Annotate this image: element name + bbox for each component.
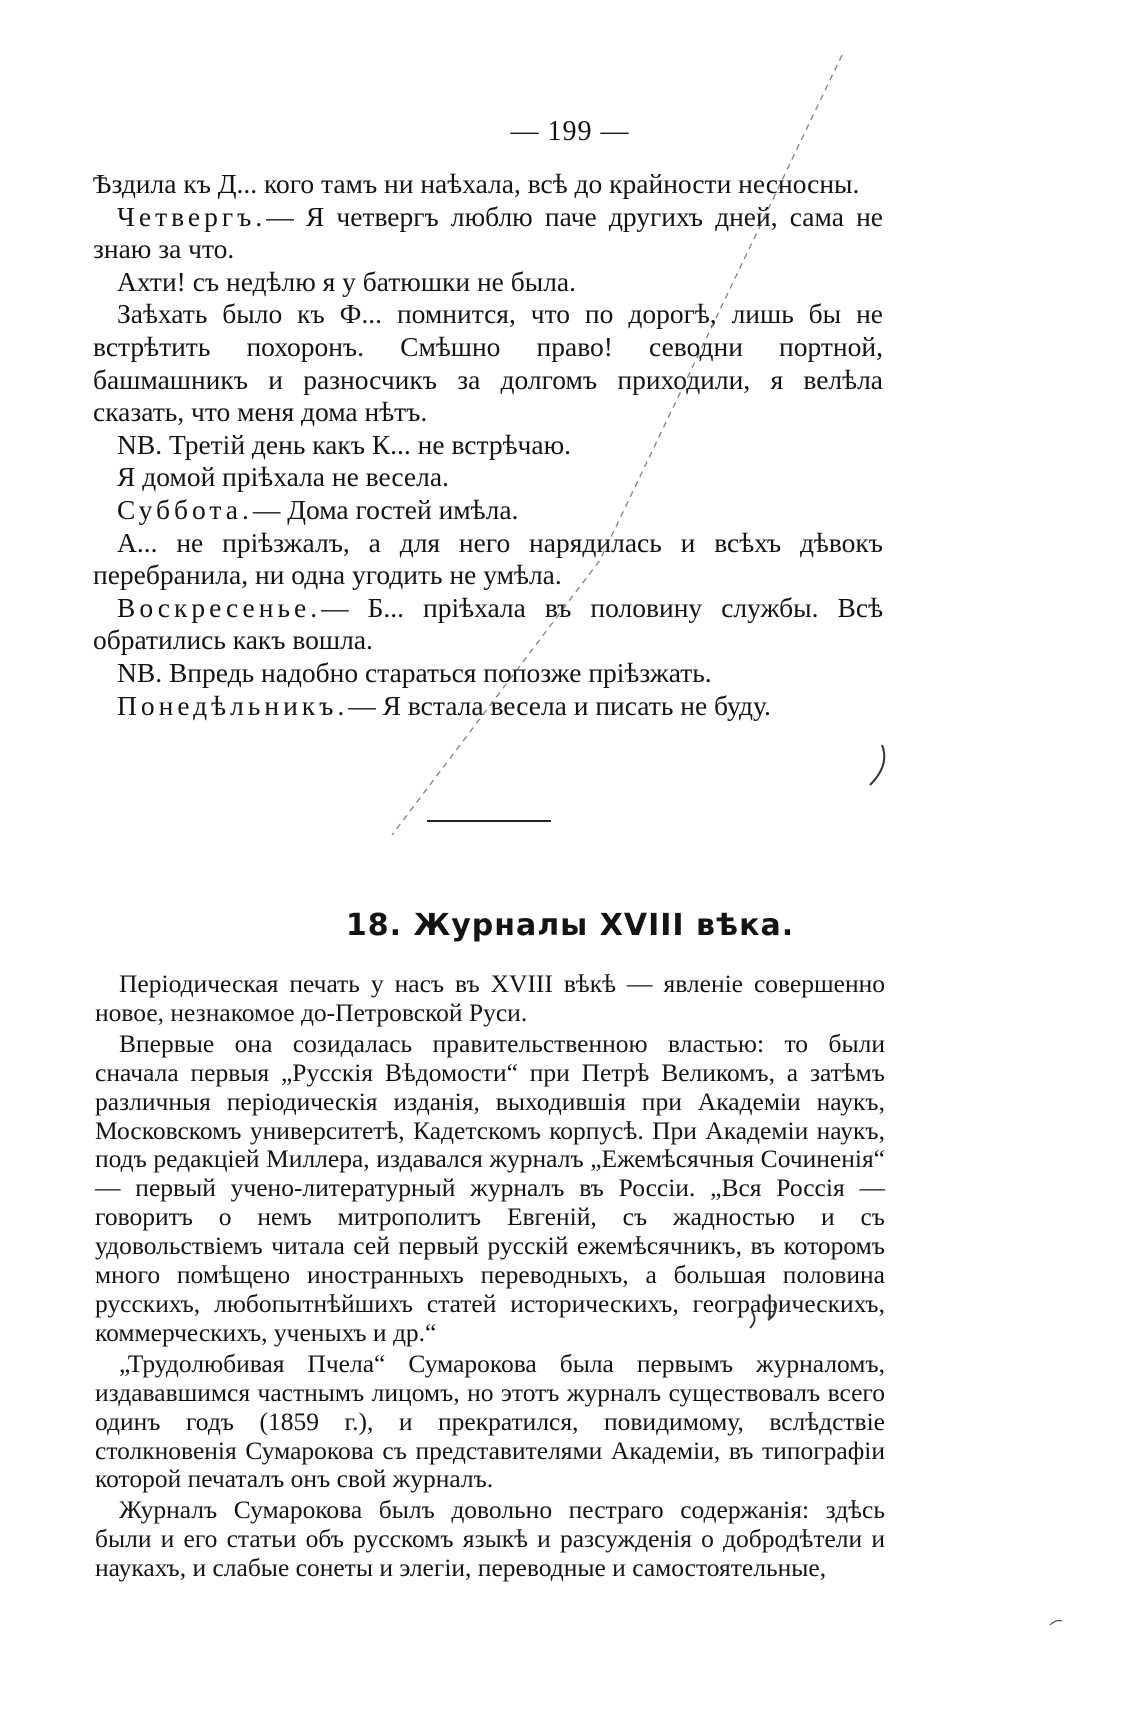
page-number: — 199 — [510, 116, 630, 147]
diary-entry [93, 494, 883, 527]
paragraph: „Трудолюбивая Пчела“ Сумарокова была первымъ журналомъ, издававшимся частнымъ лицомъ, но этотъ журналъ существовалъ всего одинъ годъ (1859 г.), и прекратился, повидимому, вслѣдствіе столкновенія Сумарокова съ представителями Академіи, въ типографіи которой печаталъ онъ свой журналъ. [95, 1348, 885, 1494]
section-title: 18. Журналы XVIII вѣка. [345, 908, 795, 943]
weekday-heading: Воскресенье. [117, 591, 322, 623]
pencil-tick-mark [1050, 1621, 1062, 1626]
weekday-heading: Суббота. [117, 493, 253, 525]
entry-text: — Я четвергъ люблю паче другихъ дней, сама не знаю за что. [93, 200, 883, 265]
diary-entry [93, 298, 883, 428]
diary-entry [93, 461, 883, 494]
entry-text: — Я встала весела и писать не буду. [348, 689, 771, 721]
diary-entry [93, 429, 883, 462]
diary-entry [93, 657, 883, 690]
diary-entry [93, 690, 883, 723]
entry-text: А... не пріѣзжалъ, а для него нарядилась и всѣхъ дѣвокъ перебранила, ни одна угодить не умѣла. [93, 526, 883, 591]
paragraph: Журналъ Сумарокова былъ довольно пестраго содержанія: здѣсь были и его статьи объ русскомъ языкѣ и разсужденія о добродѣтели и наукахъ, и слабые сонеты и элегіи, переводные и самостоятельные, [95, 1495, 885, 1583]
weekday-heading: Четвергъ. [117, 200, 267, 232]
diary-entry [93, 592, 883, 657]
entry-text: Я домой пріѣхала не весела. [117, 461, 449, 493]
paragraph: Періодическая печать у насъ въ XVIII вѣкѣ — явленіе совершенно новое, незнакомое до-Петровской Руси. [95, 969, 885, 1027]
pencil-bracket-mark [870, 745, 884, 785]
entry-text: NB. Третій день какъ К... не встрѣчаю. [117, 428, 572, 460]
diary-excerpt [93, 168, 883, 722]
diary-entry [93, 201, 883, 266]
diary-entry [93, 266, 883, 299]
entry-text: Заѣхать было къ Ф... помнится, что по дорогѣ, лишь бы не встрѣтить похоронъ. Смѣшно право! севодни портной, башмашникъ и разносчикъ за долгомъ приходили, я велѣла сказать, что меня дома нѣтъ. [93, 298, 883, 428]
diary-entry [93, 527, 883, 592]
paragraph: Впервые она созидалась правительственною властью: то были сначала первыя „Русскія Вѣдомости“ при Петрѣ Великомъ, а затѣмъ различныя періодическія изданія, выходившія при Академіи наукъ, Московскомъ университетѣ, Кадетскомъ корпусѣ. При Академіи наукъ, подъ редакціей Миллера, издавался журналъ „Ежемѣсячныя Сочиненія“ — первый учено-литературный журналъ въ Россіи. „Вся Россія — говоритъ о немъ митрополитъ Евгеній, съ жадностью и съ удовольствіемъ читала сей первый русскій ежемѣсячникъ, въ которомъ много помѣщено иностранныхъ переводныхъ, а большая половина русскихъ, любопытнѣйшихъ статей историческихъ, географическихъ, коммерческихъ, ученыхъ и др.“ [95, 1028, 885, 1347]
essay-body [95, 970, 885, 1583]
entry-text: Ахти! съ недѣлю я у батюшки не была. [117, 265, 577, 297]
section-divider [427, 820, 551, 822]
entry-text: NB. Впредь надобно стараться попозже пріѣзжать. [117, 656, 712, 688]
diary-entry [93, 168, 883, 201]
weekday-heading: Понедѣльникъ. [117, 689, 349, 721]
entry-text: — Б... пріѣхала въ половину службы. Всѣ обратились какъ вошла. [93, 591, 883, 656]
entry-text: Ѣздила къ Д... кого тамъ ни наѣхала, всѣ до крайности несносны. [93, 168, 860, 199]
entry-text: — Дома гостей имѣла. [252, 493, 519, 525]
